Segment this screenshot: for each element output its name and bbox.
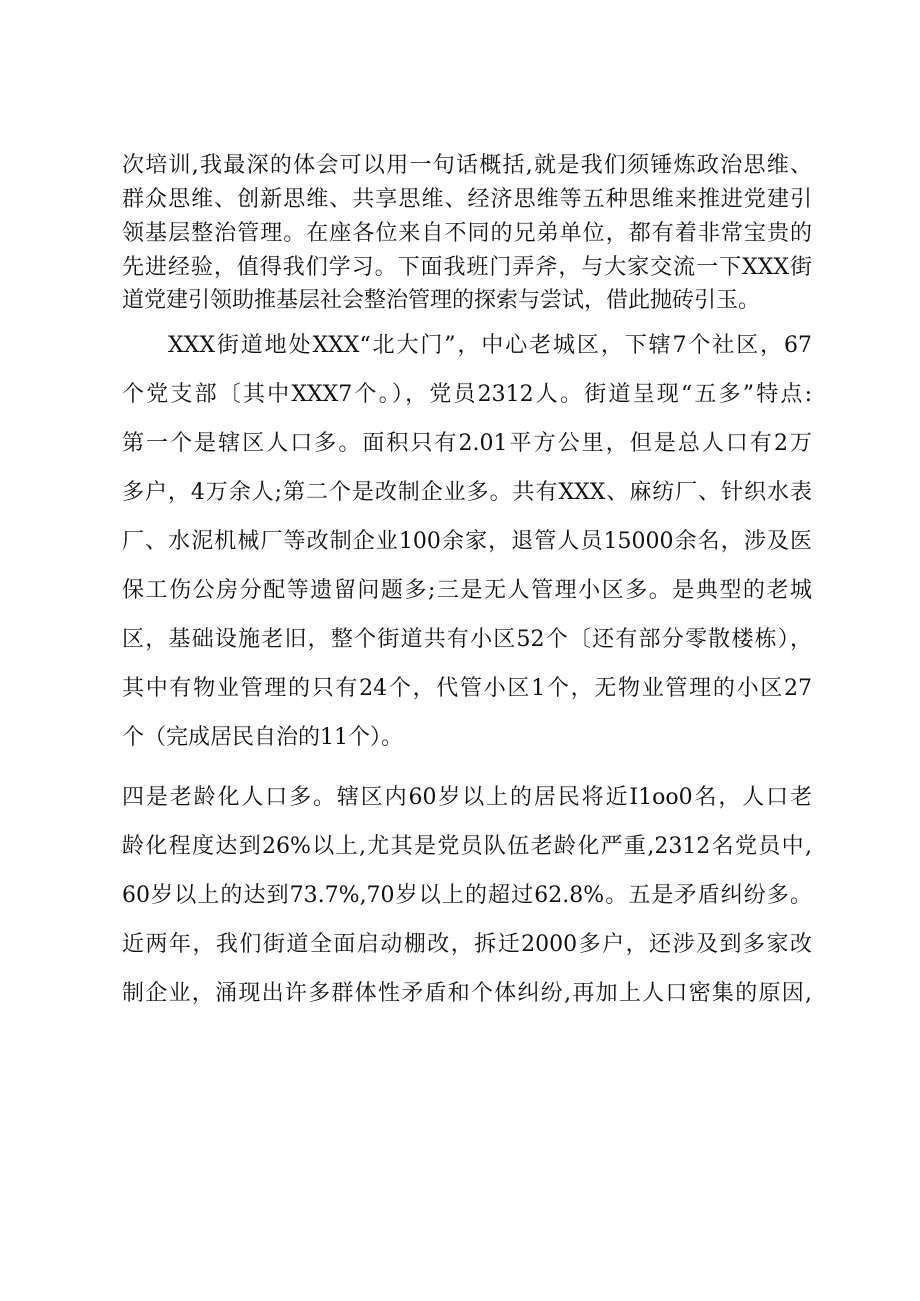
paragraph-line: 制企业，涌现出许多群体性矛盾和个体纠纷,再加上人口密集的原因, — [122, 981, 812, 1006]
paragraph-line: 个（完成居民自治的11个）。 — [122, 725, 403, 750]
paragraph-line: 道党建引领助推基层社会整治管理的探索与尝试，借此抛砖引玉。 — [122, 288, 761, 313]
paragraph-line: 区，基础设施老旧，整个街道共有小区52个〔还有部分零散楼栋）， — [122, 627, 812, 652]
paragraph-line: 近两年，我们街道全面启动棚改，拆迁2000多户，还涉及到多家改 — [122, 932, 812, 957]
paragraph-line: 60岁以上的达到73.7%,70岁以上的超过62.8%。五是矛盾纠纷多。 — [122, 883, 812, 908]
paragraph-line: XXX街道地处XXX“北大门”，中心老城区，下辖7个社区，67 — [168, 333, 812, 358]
paragraph-line: 次培训,我最深的体会可以用一句话概括,就是我们须锤炼政治思维、 — [122, 153, 812, 178]
paragraph-line: 其中有物业管理的只有24个，代管小区1个，无物业管理的小区27 — [122, 676, 812, 701]
paragraph-line: 领基层整治管理。在座各位来自不同的兄弟单位，都有着非常宝贵的 — [122, 221, 812, 246]
paragraph-line: 龄化程度达到26%以上,尤其是党员队伍老龄化严重,2312名党员中, — [122, 834, 812, 859]
paragraph-line: 先进经验，值得我们学习。下面我班门弄斧，与大家交流一下XXX街 — [122, 255, 812, 280]
paragraph-line: 群众思维、创新思维、共享思维、经济思维等五种思维来推进党建引 — [122, 187, 812, 212]
paragraph-line: 保工伤公房分配等遗留问题多;三是无人管理小区多。是典型的老城 — [122, 578, 812, 603]
paragraph-line: 第一个是辖区人口多。面积只有2.01平方公里，但是总人口有2万 — [122, 431, 812, 456]
paragraph-line: 个党支部〔其中XXX7个。），党员2312人。街道呈现“五多”特点: — [122, 382, 812, 407]
paragraph-line: 多户，4万余人;第二个是改制企业多。共有XXX、麻纺厂、针织水表 — [122, 480, 812, 505]
paragraph-line: 四是老龄化人口多。辖区内60岁以上的居民将近I1oo0名，人口老 — [122, 785, 812, 810]
paragraph-line: 厂、水泥机械厂等改制企业100余家，退管人员15000余名，涉及医 — [122, 529, 812, 554]
